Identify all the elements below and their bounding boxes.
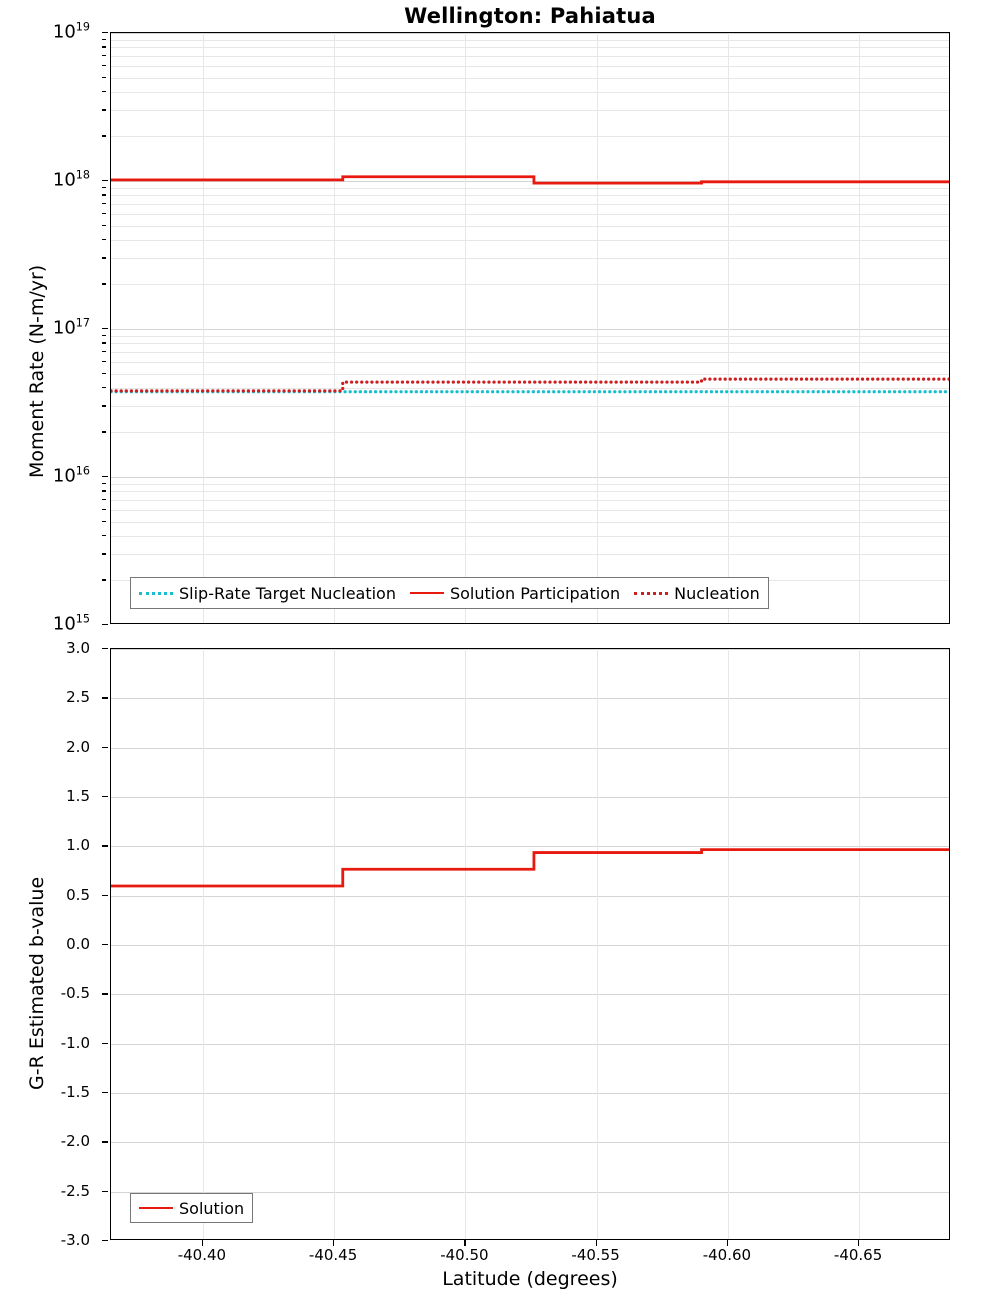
legend-label: Slip-Rate Target Nucleation [179, 583, 396, 603]
x-axis-tick-label: -40.55 [571, 1246, 620, 1264]
legend-top-item[interactable] [139, 584, 396, 603]
tick-mark-minor [102, 351, 106, 352]
tick-mark-minor [102, 39, 106, 40]
tick-mark [727, 1240, 728, 1246]
tick-mark-minor [102, 535, 106, 536]
tick-mark-minor [102, 109, 106, 110]
tick-mark-minor [102, 361, 106, 362]
y-axis-tick-label: $10^{17}$ [52, 316, 90, 339]
page-title: Wellington: Pahiatua [404, 4, 656, 28]
y-axis-tick-label: -1.5 [60, 1083, 90, 1101]
tick-mark [102, 1043, 108, 1044]
y-axis-tick-label: $10^{19}$ [52, 20, 90, 43]
tick-mark [202, 1240, 203, 1246]
y-axis-tick-label: -2.0 [60, 1132, 90, 1151]
y-axis-tick-label: 0.5 [66, 885, 90, 904]
tick-mark [464, 1240, 465, 1246]
x-axis-tick-label: -40.40 [177, 1246, 227, 1264]
tick-mark-minor [102, 431, 106, 432]
series-line [111, 850, 949, 886]
b-value-series-layer [111, 649, 949, 1239]
tick-mark-minor [102, 135, 106, 136]
y-axis-tick-label: $10^{18}$ [52, 168, 90, 191]
moment-rate-plot-area [110, 32, 950, 624]
tick-mark [102, 895, 108, 896]
y-axis-label-top: Moment Rate (N-m/yr) [26, 264, 48, 478]
series-line [111, 177, 949, 183]
tick-mark-minor [102, 499, 106, 500]
legend-bottom [130, 1193, 253, 1223]
y-axis-tick-label: 2.0 [66, 737, 90, 756]
legend-label: Solution [179, 1198, 245, 1218]
x-axis-tick-label: -40.45 [308, 1246, 358, 1264]
x-axis-label: Latitude (degrees) [442, 1268, 618, 1290]
tick-mark [333, 1240, 334, 1246]
tick-mark-minor [102, 187, 106, 188]
tick-mark [102, 32, 108, 33]
tick-mark [102, 1141, 108, 1142]
y-axis-tick-label: -0.5 [60, 984, 90, 1003]
legend-line-swatch [410, 592, 444, 594]
legend-line-swatch [139, 592, 173, 595]
tick-mark [102, 1092, 108, 1093]
tick-mark [102, 796, 108, 797]
tick-mark-minor [102, 257, 106, 258]
y-axis-tick-label: -3.0 [60, 1231, 90, 1249]
b-value-plot-area [110, 648, 950, 1240]
tick-mark-minor [102, 46, 106, 47]
legend-label: Solution Participation [449, 583, 621, 603]
tick-mark-minor [102, 335, 106, 336]
y-axis-tick-label: $10^{16}$ [52, 464, 90, 487]
legend-bottom-item[interactable] [139, 1199, 244, 1218]
y-axis-tick-label: 1.0 [66, 836, 90, 855]
tick-mark-minor [102, 509, 106, 510]
tick-mark-minor [102, 55, 106, 56]
legend-label: Nucleation [674, 583, 760, 603]
tick-mark-minor [102, 239, 106, 240]
tick-mark-minor [102, 213, 106, 214]
y-axis-tick-label: -1.0 [60, 1033, 90, 1052]
moment-rate-series-layer [111, 33, 949, 623]
legend-line-swatch [634, 592, 668, 595]
tick-mark-minor [102, 373, 106, 374]
legend-top-item[interactable] [634, 584, 760, 603]
tick-mark [102, 328, 108, 329]
tick-mark-minor [102, 342, 106, 343]
tick-mark-minor [102, 490, 106, 491]
tick-mark-minor [102, 553, 106, 554]
tick-mark [102, 993, 108, 994]
tick-mark [102, 476, 108, 477]
tick-mark [102, 1191, 108, 1192]
tick-mark-minor [102, 405, 106, 406]
tick-mark [102, 747, 108, 748]
y-axis-label-bottom: G-R Estimated b-value [26, 876, 48, 1090]
tick-mark-minor [102, 194, 106, 195]
x-axis-tick-label: -40.50 [440, 1246, 489, 1264]
y-axis-tick-label: 1.5 [66, 787, 90, 805]
tick-mark [102, 1240, 108, 1241]
tick-mark-minor [102, 283, 106, 284]
y-axis-tick-label: 0.0 [66, 935, 90, 953]
series-line [111, 379, 949, 391]
legend-line-swatch [139, 1207, 173, 1209]
tick-mark-minor [102, 225, 106, 226]
tick-mark-minor [102, 483, 106, 484]
y-axis-tick-label: 3.0 [66, 639, 90, 657]
y-axis-tick-label: $10^{15}$ [52, 612, 90, 635]
tick-mark [102, 845, 108, 846]
y-axis-ticks-top [4, 20, 102, 635]
y-axis-tick-label: -2.5 [60, 1181, 90, 1200]
tick-mark-minor [102, 579, 106, 580]
tick-mark-minor [102, 203, 106, 204]
x-axis-tick-label: -40.65 [833, 1246, 883, 1264]
tick-mark-minor [102, 65, 106, 66]
tick-mark-minor [102, 387, 106, 388]
legend-top-item[interactable] [410, 584, 620, 603]
y-axis-tick-label: 2.5 [66, 688, 90, 707]
tick-mark [858, 1240, 859, 1246]
tick-mark-minor [102, 91, 106, 92]
tick-mark [596, 1240, 597, 1246]
tick-mark [102, 944, 108, 945]
tick-mark [102, 180, 108, 181]
tick-mark [102, 624, 108, 625]
tick-mark [102, 648, 108, 649]
tick-mark [102, 697, 108, 698]
legend-top [130, 577, 769, 609]
tick-mark-minor [102, 521, 106, 522]
x-axis-tick-label: -40.60 [702, 1246, 752, 1264]
tick-mark-minor [102, 77, 106, 78]
y-axis-ticks-bottom [4, 639, 102, 1249]
